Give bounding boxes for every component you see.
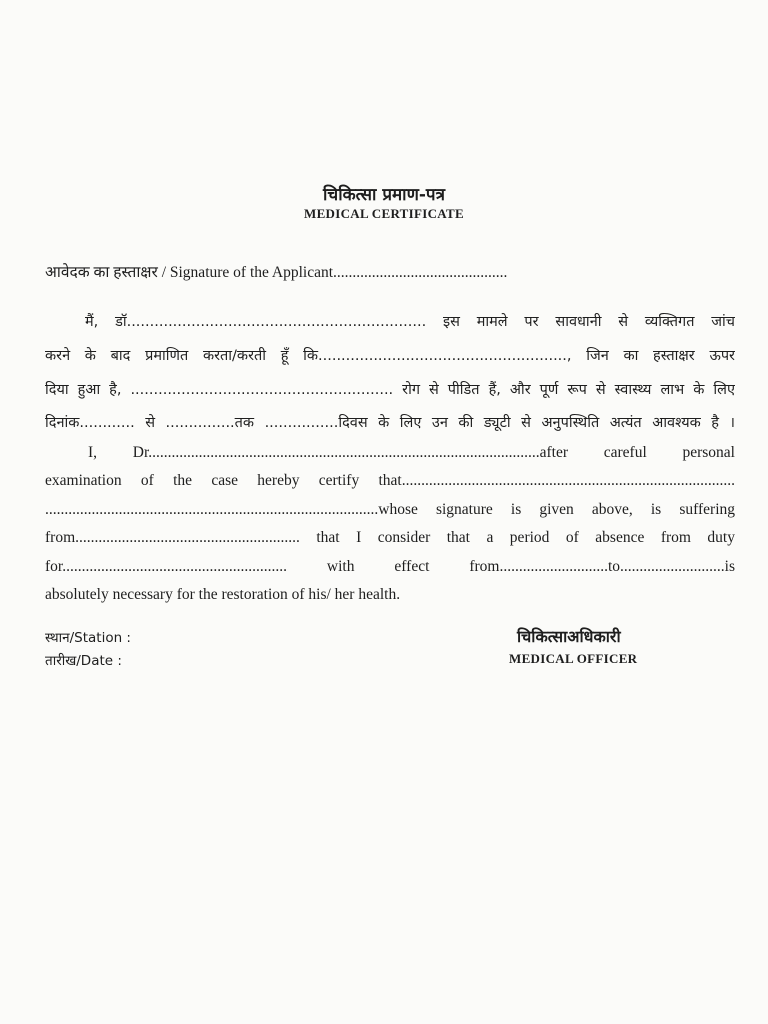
english-line-3: ......................................................................................whose signature is given above, is suffering bbox=[45, 501, 735, 518]
station-label: स्थान/Station : bbox=[45, 630, 131, 646]
title-hindi: चिकित्सा प्रमाण-पत्र bbox=[323, 185, 445, 205]
english-line-1: I, Dr.....................................................................................................after careful personal bbox=[88, 444, 735, 461]
hindi-line-3: दिया हुआ है, ......................................................... रोग से पीडित हैं, और पूर्ण रूप से स्वास्थ्य लाभ के लिए bbox=[45, 382, 735, 398]
title-english: MEDICAL CERTIFICATE bbox=[304, 206, 464, 221]
medical-officer-english: MEDICAL OFFICER bbox=[509, 651, 638, 666]
hindi-line-1: मैं, डॉ................................................................. इस मामले पर सावधानी से व्यक्तिगत जांच bbox=[85, 314, 735, 330]
english-line-5: for.......................................................... with effect from............................to...........................is bbox=[45, 558, 735, 575]
hindi-line-4: दिनांक............ से ...............तक ................दिवस के लिए उन की ड्यूटी से अनुपस्थिति अत्यंत आवश्यक है । bbox=[45, 415, 735, 431]
hindi-line-2: करने के बाद प्रमाणित करता/करती हूँ कि......................................................, जिन का हस्ताक्षर ऊपर bbox=[45, 348, 735, 364]
english-line-6: absolutely necessary for the restoration of his/ her health. bbox=[45, 586, 401, 603]
medical-officer-hindi: चिकित्साअधिकारी bbox=[517, 627, 621, 646]
date-label: तारीख/Date : bbox=[45, 653, 122, 669]
applicant-signature-line: आवेदक का हस्ताक्षर / Signature of the Applicant............................................. bbox=[45, 264, 508, 281]
english-line-2: examination of the case hereby certify that...................................................................................... bbox=[45, 472, 735, 489]
english-line-4: from.......................................................... that I consider that a period of absence from duty bbox=[45, 529, 735, 546]
